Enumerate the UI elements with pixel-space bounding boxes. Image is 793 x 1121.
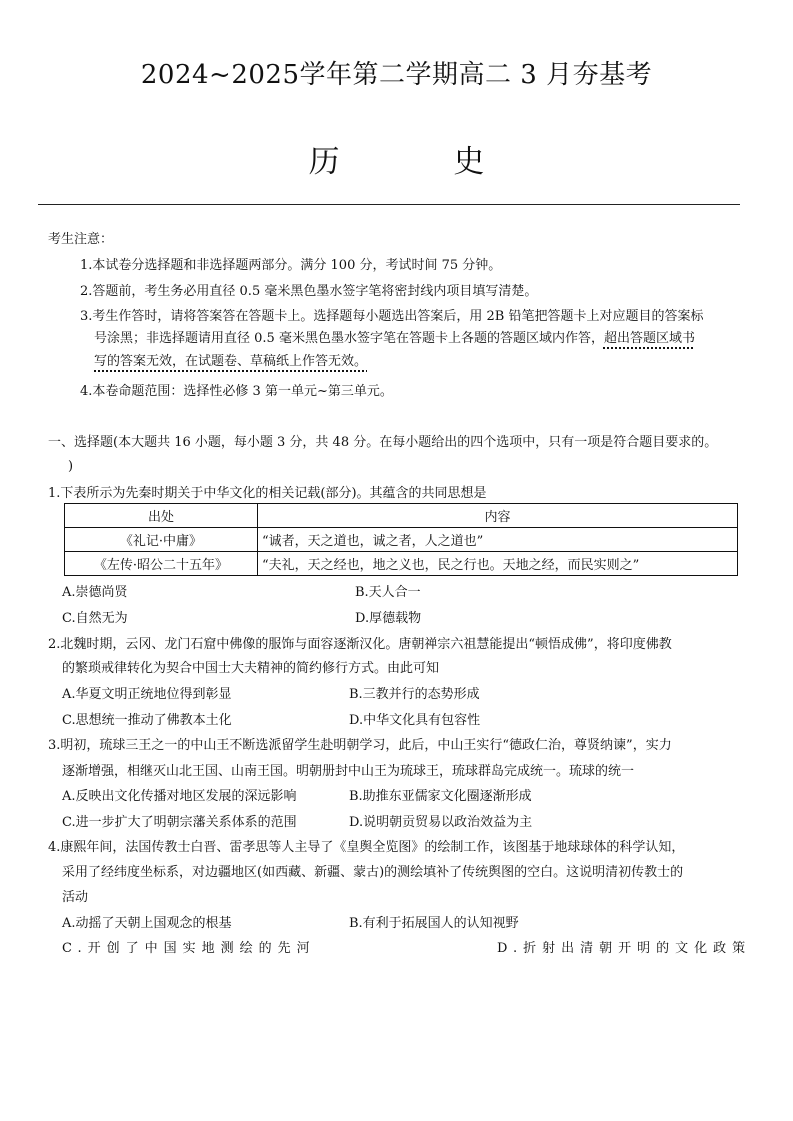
q4-stem-line3: 活动 [62,890,89,905]
q4-option-b: B.有利于拓展国人的认知视野 [349,916,519,931]
q3-stem-line2: 逐渐增强，相继灭山北王国、山南王国。明朝册封中山王为琉球王，琉球群岛完成统一。琉球的统一 [62,764,635,779]
q2-option-d: D.中华文化具有包容性 [349,713,481,728]
table-cell-source: 《礼记·中庸》 [65,528,258,552]
q1-option-d: D.厚德载物 [355,611,422,626]
q2-option-c: C.思想统一推动了佛教本土化 [62,713,232,728]
q2-stem-line1: 2.北魏时期，云冈、龙门石窟中佛像的服饰与面容逐渐汉化。唐朝禅宗六祖慧能提出“顿悟成佛”，将印度佛教 [48,637,672,652]
q3-stem-line1: 3.明初，琉球三王之一的中山王不断选派留学生赴明朝学习，此后，中山王实行“德政仁治，尊贤纳谏”，实力 [48,738,672,753]
table-row [65,528,738,552]
q1-stem: 1.下表所示为先秦时期关于中华文化的相关记载(部分)。其蕴含的共同思想是 [48,486,487,501]
q1-option-b: B.天人合一 [355,585,421,600]
q1-option-a: A.崇德尚贤 [62,585,128,600]
table-cell-source: 《左传·昭公二十五年》 [65,552,258,576]
section-heading: 一、选择题(本大题共 16 小题，每小题 3 分，共 48 分。在每小题给出的四个选项中，只有一项是符合题目要求的。 [48,435,718,450]
q4-option-a: A.动摇了天朝上国观念的根基 [62,916,232,931]
notice-heading: 考生注意： [48,232,114,247]
notice-item-2: 2.答题前，考生务必用直径 0.5 毫米黑色墨水签字笔将密封线内项目填写清楚。 [80,284,538,299]
q4-stem-line2: 采用了经纬度坐标系，对边疆地区(如西藏、新疆、蒙古)的测绘填补了传统舆图的空白。这说明清初传教士的 [62,865,684,880]
notice-emphasis-1: 超出答题区域书 [603,331,695,346]
table-header-source: 出处 [65,504,258,528]
notice-emphasis-2: 写的答案无效，在试题卷、草稿纸上作答无效。 [94,354,368,369]
q3-option-c: C.进一步扩大了明朝宗藩关系体系的范围 [62,815,297,830]
q4-option-d: D.折射出清朝开明的文化政策 [497,941,752,956]
notice-item-3-cont [94,331,695,347]
table-cell-content: “诚者，天之道也，诚之者，人之道也” [258,528,738,552]
q4-stem-line1: 4.康熙年间，法国传教士白晋、雷孝思等人主导了《皇舆全览图》的绘制工作，该图基于地球球体的科学认知， [48,840,685,855]
notice-item-3: 3.考生作答时，请将答案答在答题卡上。选择题每小题选出答案后，用 2B 铅笔把答题卡上对应题目的答案标 [80,309,704,324]
header-divider [38,204,740,205]
table-header-content: 内容 [258,504,738,528]
notice-item-3-line2: 号涂黑；非选择题请用直径 0.5 毫米黑色墨水签字笔在答题卡上各题的答题区域内作答， [94,331,604,346]
q1-option-c: C.自然无为 [62,611,128,626]
subject-title: 历 史 [308,144,537,180]
q3-option-b: B.助推东亚儒家文化圈逐渐形成 [349,789,532,804]
q4-option-c: C.开创了中国实地测绘的先河 [62,941,316,956]
section-heading-close: ) [68,459,74,474]
q3-option-a: A.反映出文化传播对地区发展的深远影响 [62,789,297,804]
q2-option-a: A.华夏文明正统地位得到彰显 [62,687,232,702]
table-cell-content: “夫礼，天之经也，地之义也，民之行也。天地之经，而民实则之” [258,552,738,576]
q2-option-b: B.三教并行的态势形成 [349,687,480,702]
notice-item-1: 1.本试卷分选择题和非选择题两部分。满分 100 分，考试时间 75 分钟。 [80,258,502,273]
q1-source-table [64,503,738,576]
exam-title: 2024~2025学年第二学期高二 3 月夯基考 [140,60,653,90]
table-header-row [65,504,738,528]
q3-option-d: D.说明朝贡贸易以政治效益为主 [349,815,533,830]
table-row [65,552,738,576]
notice-item-4: 4.本卷命题范围：选择性必修 3 第一单元~第三单元。 [80,384,393,399]
q2-stem-line2: 的繁琐戒律转化为契合中国士大夫精神的简约修行方式。由此可知 [62,661,440,676]
